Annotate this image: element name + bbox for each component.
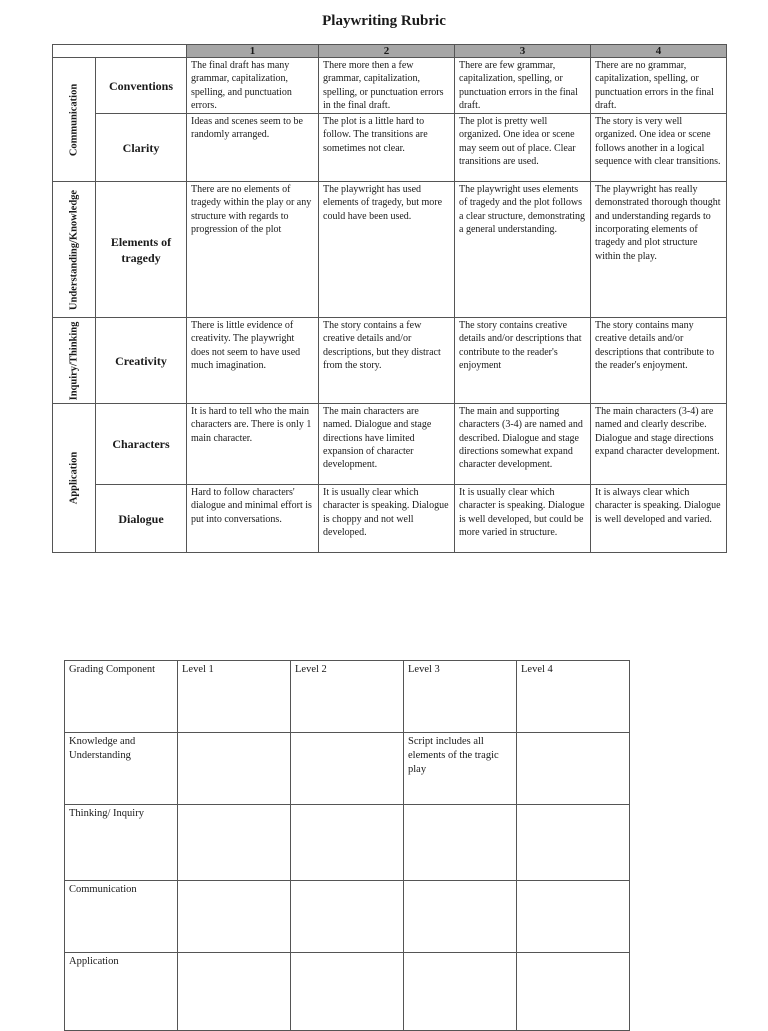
criterion-label: Dialogue bbox=[96, 485, 187, 553]
rubric-cell: The final draft has many grammar, capitalization, spelling, and punctuation errors. bbox=[187, 58, 319, 114]
category-label: Application bbox=[68, 451, 80, 505]
rubric-cell: The main characters are named. Dialogue and stage directions have limited expansion of character development. bbox=[319, 404, 455, 485]
rubric-row bbox=[53, 485, 727, 553]
rubric-header-row bbox=[53, 45, 727, 58]
rubric-table bbox=[52, 44, 727, 553]
grading-component: Communication bbox=[65, 881, 178, 953]
category-cell bbox=[53, 182, 96, 318]
grading-cell bbox=[291, 805, 404, 881]
grading-cell bbox=[291, 953, 404, 1031]
grading-row bbox=[65, 805, 630, 881]
rubric-cell: The playwright uses elements of tragedy and the plot follows a clear structure, demonstrating a general understanding. bbox=[455, 182, 591, 318]
grading-cell bbox=[178, 805, 291, 881]
grading-cell bbox=[517, 805, 630, 881]
document-title: Playwriting Rubric bbox=[322, 13, 446, 29]
category-label: Understanding/Knowledge bbox=[68, 189, 80, 310]
grading-cell bbox=[178, 733, 291, 805]
grading-cell bbox=[404, 805, 517, 881]
grading-header: Level 2 bbox=[291, 661, 404, 733]
grading-cell bbox=[178, 953, 291, 1031]
rubric-cell: The main characters (3-4) are named and clearly describe. Dialogue and stage directions expand character development. bbox=[591, 404, 727, 485]
grading-cell bbox=[291, 733, 404, 805]
criterion-label: Creativity bbox=[96, 318, 187, 404]
grading-cell bbox=[291, 881, 404, 953]
rubric-cell: There are no elements of tragedy within the play or any structure with regards to progression of the plot bbox=[187, 182, 319, 318]
rubric-cell: The main and supporting characters (3-4) are named and described. Dialogue and stage directions somewhat expand character development. bbox=[455, 404, 591, 485]
rubric-row bbox=[53, 182, 727, 318]
rubric-cell: The plot is pretty well organized. One idea or scene may seem out of place. Clear transitions are used. bbox=[455, 114, 591, 182]
category-cell bbox=[53, 404, 96, 553]
grading-component: Thinking/ Inquiry bbox=[65, 805, 178, 881]
grading-header: Grading Component bbox=[65, 661, 178, 733]
grading-cell bbox=[404, 953, 517, 1031]
rubric-cell: It is always clear which character is speaking. Dialogue is well developed and varied. bbox=[591, 485, 727, 553]
level-header: 2 bbox=[319, 45, 455, 58]
criterion-label: Clarity bbox=[96, 114, 187, 182]
grading-cell bbox=[517, 881, 630, 953]
level-header: 4 bbox=[591, 45, 727, 58]
rubric-cell: There are no grammar, capitalization, spelling, or punctuation errors in the final draft. bbox=[591, 58, 727, 114]
grading-component: Knowledge and Understanding bbox=[65, 733, 178, 805]
grading-component: Application bbox=[65, 953, 178, 1031]
grading-cell bbox=[517, 953, 630, 1031]
grading-row bbox=[65, 733, 630, 805]
grading-table bbox=[64, 660, 630, 1031]
rubric-cell: The story contains many creative details and/or descriptions that contribute to the reader's enjoyment. bbox=[591, 318, 727, 404]
rubric-cell: Ideas and scenes seem to be randomly arranged. bbox=[187, 114, 319, 182]
grading-row bbox=[65, 881, 630, 953]
category-label: Inquiry/Thinking bbox=[68, 321, 80, 401]
grading-header-row bbox=[65, 661, 630, 733]
rubric-row bbox=[53, 114, 727, 182]
grading-header: Level 3 bbox=[404, 661, 517, 733]
rubric-row bbox=[53, 404, 727, 485]
grading-cell bbox=[517, 733, 630, 805]
rubric-cell: There are few grammar, capitalization, spelling, or punctuation errors in the final draft. bbox=[455, 58, 591, 114]
rubric-cell: It is usually clear which character is speaking. Dialogue is choppy and not well developed. bbox=[319, 485, 455, 553]
category-cell bbox=[53, 58, 96, 182]
criterion-label: Elements of tragedy bbox=[96, 182, 187, 318]
rubric-cell: It is usually clear which character is speaking. Dialogue is well developed, but could be more varied in structure. bbox=[455, 485, 591, 553]
rubric-header-blank bbox=[53, 45, 187, 58]
rubric-cell: Hard to follow characters' dialogue and minimal effort is put into conversations. bbox=[187, 485, 319, 553]
rubric-cell: The story contains a few creative details and/or descriptions, but they distract from the story. bbox=[319, 318, 455, 404]
rubric-cell: The plot is a little hard to follow. The transitions are sometimes not clear. bbox=[319, 114, 455, 182]
rubric-cell: The story is very well organized. One idea or scene follows another in a logical sequence with clear transitions. bbox=[591, 114, 727, 182]
criterion-label: Characters bbox=[96, 404, 187, 485]
rubric-row bbox=[53, 318, 727, 404]
category-cell bbox=[53, 318, 96, 404]
rubric-cell: There more then a few grammar, capitalization, spelling, or punctuation errors in the final draft. bbox=[319, 58, 455, 114]
rubric-cell: It is hard to tell who the main characters are. There is only 1 main character. bbox=[187, 404, 319, 485]
level-header: 3 bbox=[455, 45, 591, 58]
criterion-label: Conventions bbox=[96, 58, 187, 114]
rubric-row bbox=[53, 58, 727, 114]
rubric-cell: The playwright has really demonstrated thorough thought and understanding regards to incorporating elements of tragedy and plot structure within the play. bbox=[591, 182, 727, 318]
grading-header: Level 1 bbox=[178, 661, 291, 733]
grading-cell: Script includes all elements of the tragic play bbox=[404, 733, 517, 805]
rubric-cell: The playwright has used elements of tragedy, but more could have been used. bbox=[319, 182, 455, 318]
grading-cell bbox=[404, 881, 517, 953]
grading-row bbox=[65, 953, 630, 1031]
grading-cell bbox=[178, 881, 291, 953]
category-label: Communication bbox=[68, 83, 80, 156]
grading-header: Level 4 bbox=[517, 661, 630, 733]
rubric-cell: There is little evidence of creativity. The playwright does not seem to have used much imagination. bbox=[187, 318, 319, 404]
rubric-cell: The story contains creative details and/or descriptions that contribute to the reader's enjoyment bbox=[455, 318, 591, 404]
level-header: 1 bbox=[187, 45, 319, 58]
